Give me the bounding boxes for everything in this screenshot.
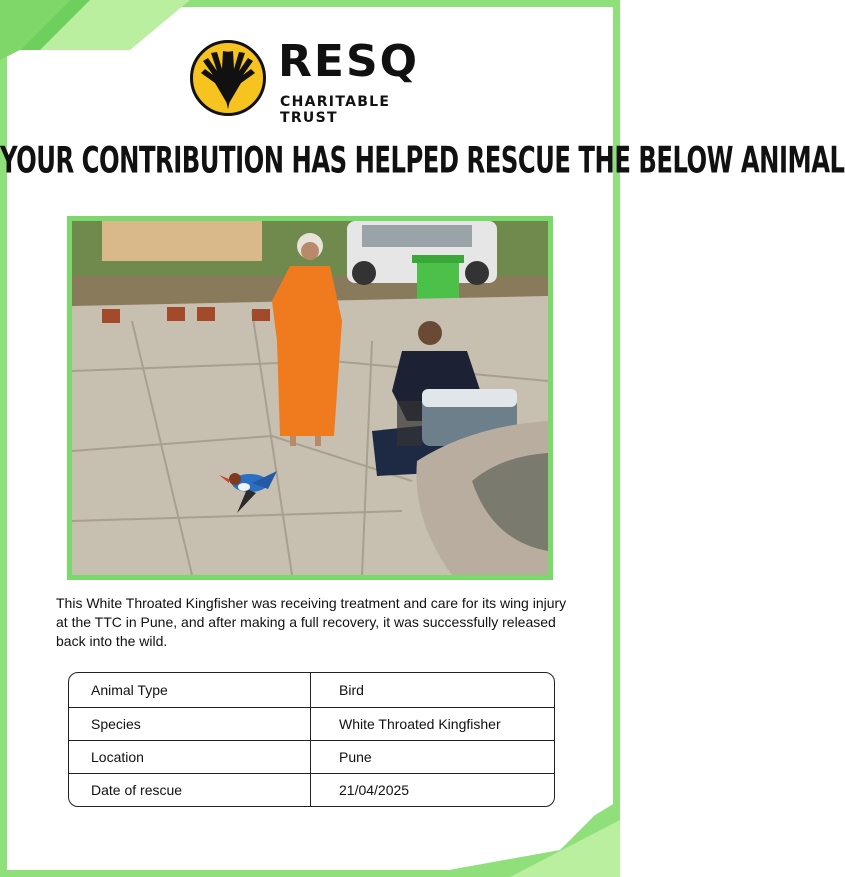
- rescue-description: This White Throated Kingfisher was receiving treatment and care for its wing injury at the TTC in Pune, and after making a full recovery, it was successfully released back into the wild.: [56, 595, 567, 649]
- detail-label: Species: [69, 708, 311, 740]
- brand-subtitle: CHARITABLE TRUST: [280, 94, 391, 126]
- detail-label: Date of rescue: [69, 774, 311, 806]
- rescue-details-table: [68, 672, 555, 807]
- table-row: [69, 707, 554, 740]
- detail-value: Bird: [339, 682, 364, 698]
- detail-value: Pune: [339, 749, 372, 765]
- page-headline: YOUR CONTRIBUTION HAS HELPED RESCUE THE BELOW ANIMAL: [0, 140, 845, 182]
- bottom-right-corner-decoration: [410, 800, 620, 877]
- logo-hands-icon: [190, 40, 266, 116]
- detail-value: White Throated Kingfisher: [339, 716, 501, 732]
- rescue-photo: [67, 216, 553, 580]
- detail-label: Animal Type: [69, 673, 311, 707]
- brand-name: RESQ: [278, 36, 420, 87]
- top-left-corner-decoration: [0, 0, 200, 80]
- table-row: [69, 673, 554, 707]
- detail-value: 21/04/2025: [339, 782, 410, 798]
- table-row: [69, 740, 554, 773]
- detail-label: Location: [69, 741, 311, 773]
- resq-logo: [190, 36, 440, 126]
- table-row: [69, 773, 554, 806]
